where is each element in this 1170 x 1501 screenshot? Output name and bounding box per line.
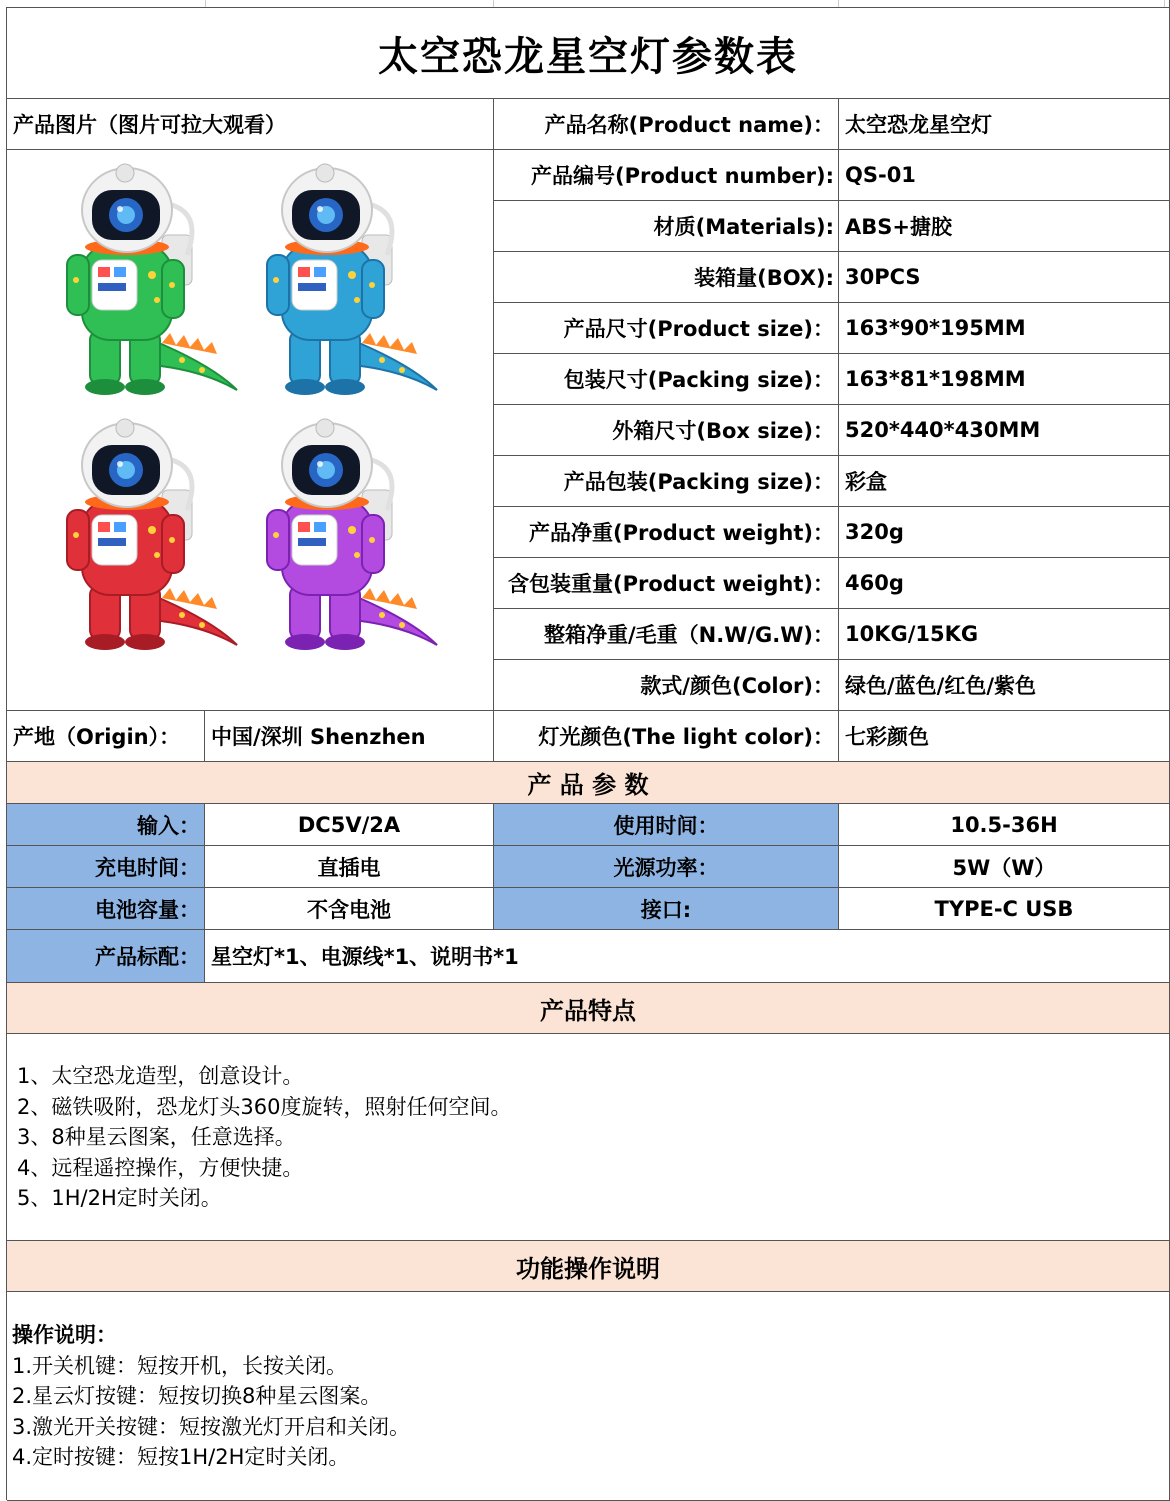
spec-value: 163*81*198MM xyxy=(839,354,1170,405)
spec-value: 30PCS xyxy=(839,252,1170,303)
features-header: 产品特点 xyxy=(7,983,1170,1034)
param-value: DC5V/2A xyxy=(205,804,494,846)
param-label: 接口: xyxy=(494,888,839,930)
operation-subtitle: 操作说明： xyxy=(12,1323,117,1347)
standard-label: 产品标配： xyxy=(7,930,205,983)
param-value: 不含电池 xyxy=(205,888,494,930)
operation-item: 4.定时按键：短按1H/2H定时关闭。 xyxy=(12,1445,350,1469)
spec-label: 外箱尺寸(Box size)： xyxy=(494,405,839,456)
spec-label: 包装尺寸(Packing size)： xyxy=(494,354,839,405)
param-value: 10.5-36H xyxy=(839,804,1170,846)
spec-value: 彩盒 xyxy=(839,456,1170,507)
light-color-value: 七彩颜色 xyxy=(839,711,1170,762)
param-label: 电池容量： xyxy=(7,888,205,930)
spec-label: 款式/颜色(Color)： xyxy=(494,660,839,711)
spec-value: 460g xyxy=(839,558,1170,609)
spec-value: 太空恐龙星空灯 xyxy=(839,99,1170,150)
feature-item: 2、磁铁吸附，恐龙灯头360度旋转，照射任何空间。 xyxy=(17,1094,512,1119)
red-astronaut-dinosaur xyxy=(67,419,237,650)
spec-value: 10KG/15KG xyxy=(839,609,1170,660)
feature-item: 5、1H/2H定时关闭。 xyxy=(17,1186,222,1210)
feature-item: 1、太空恐龙造型，创意设计。 xyxy=(17,1064,304,1088)
operation-item: 3.激光开关按键：短按激光灯开启和关闭。 xyxy=(12,1414,411,1439)
light-color-label: 灯光颜色(The light color)： xyxy=(494,711,839,762)
image-caption: 产品图片（图片可拉大观看） xyxy=(7,99,494,150)
params-header: 产 品 参 数 xyxy=(7,762,1170,804)
standard-value: 星空灯*1、电源线*1、说明书*1 xyxy=(205,930,1170,983)
page-title: 太空恐龙星空灯参数表 xyxy=(7,8,1170,99)
spec-label: 产品尺寸(Product size)： xyxy=(494,303,839,354)
green-astronaut-dinosaur xyxy=(67,164,237,395)
param-label: 输入： xyxy=(7,804,205,846)
spec-value: 163*90*195MM xyxy=(839,303,1170,354)
spec-value: 520*440*430MM xyxy=(839,405,1170,456)
param-label: 光源功率： xyxy=(494,846,839,888)
operation-list xyxy=(7,1292,1170,1501)
origin-label: 产地（Origin）： xyxy=(7,711,205,762)
spec-value: ABS+搪胶 xyxy=(839,201,1170,252)
spec-label: 产品净重(Product weight)： xyxy=(494,507,839,558)
origin-value: 中国/深圳 Shenzhen xyxy=(205,711,494,762)
product-image-grid xyxy=(7,150,493,710)
spec-value: 320g xyxy=(839,507,1170,558)
feature-item: 4、远程遥控操作，方便快捷。 xyxy=(17,1155,304,1180)
spec-value: 绿色/蓝色/红色/紫色 xyxy=(839,660,1170,711)
spec-label: 产品名称(Product name)： xyxy=(494,99,839,150)
purple-astronaut-dinosaur xyxy=(267,419,437,650)
operation-item: 1.开关机键：短按开机，长按关闭。 xyxy=(12,1353,348,1378)
spec-label: 产品包装(Packing size)： xyxy=(494,456,839,507)
features-list xyxy=(7,1034,1170,1241)
spec-label: 整箱净重/毛重（N.W/G.W)： xyxy=(494,609,839,660)
operation-header: 功能操作说明 xyxy=(7,1241,1170,1292)
param-value: 直插电 xyxy=(205,846,494,888)
blue-astronaut-dinosaur xyxy=(267,164,437,395)
spec-value: QS-01 xyxy=(839,150,1170,201)
spec-label: 装箱量(BOX): xyxy=(494,252,839,303)
param-value: TYPE-C USB xyxy=(839,888,1170,930)
spec-label: 材质(Materials): xyxy=(494,201,839,252)
operation-item: 2.星云灯按键：短按切换8种星云图案。 xyxy=(12,1384,382,1408)
param-label: 充电时间： xyxy=(7,846,205,888)
feature-item: 3、8种星云图案，任意选择。 xyxy=(17,1125,296,1149)
spec-label: 产品编号(Product number): xyxy=(494,150,839,201)
spec-label: 含包装重量(Product weight)： xyxy=(494,558,839,609)
param-value: 5W（W） xyxy=(839,846,1170,888)
product-images xyxy=(7,150,494,711)
param-label: 使用时间： xyxy=(494,804,839,846)
